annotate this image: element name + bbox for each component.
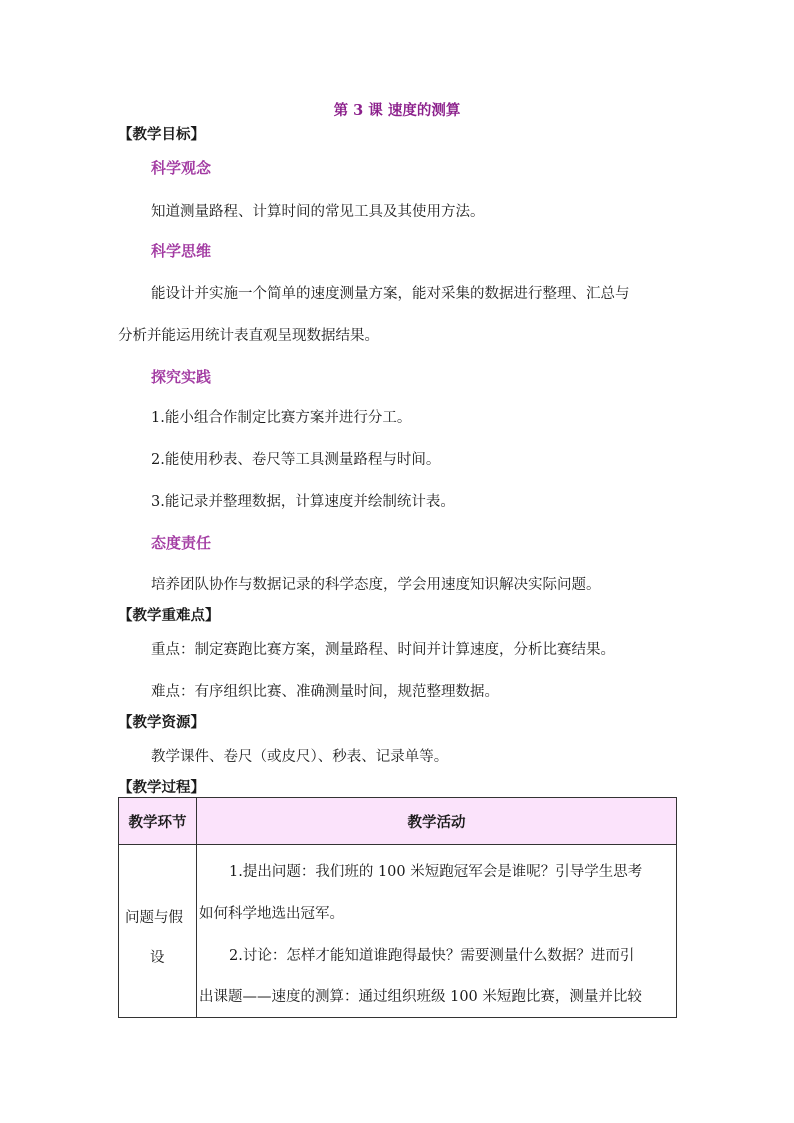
header-activity: 教学活动 <box>197 798 677 845</box>
stage-cell <box>119 845 197 1018</box>
page-title: 第 3 课 速度的测算 <box>333 102 461 119</box>
stage-line-2: 设 <box>150 950 165 966</box>
table-row <box>119 845 677 1018</box>
activity-line-4: 出课题——速度的测算：通过组织班级 100 米短跑比赛，测量并比较 <box>199 989 642 1005</box>
attitude-heading: 态度责任 <box>151 534 212 552</box>
teaching-process-table <box>118 797 677 1018</box>
inquiry-item-3: 3.能记录并整理数据，计算速度并绘制统计表。 <box>151 494 455 510</box>
stage-line-1: 问题与假 <box>125 910 183 926</box>
activity-line-3: 2.讨论：怎样才能知道谁跑得最快？需要测量什么数据？进而引 <box>229 948 635 964</box>
activity-line-1: 1.提出问题：我们班的 100 米短跑冠军会是谁呢？引导学生思考 <box>229 864 643 880</box>
inquiry-item-2: 2.能使用秒表、卷尺等工具测量路程与时间。 <box>151 452 441 468</box>
key-point-text: 重点：制定赛跑比赛方案，测量路程、时间并计算速度，分析比赛结果。 <box>151 642 615 658</box>
science-concept-heading: 科学观念 <box>151 159 212 177</box>
difficult-point-text: 难点：有序组织比赛、准确测量时间，规范整理数据。 <box>151 684 499 700</box>
science-thinking-line1: 能设计并实施一个简单的速度测量方案，能对采集的数据进行整理、汇总与 <box>151 286 630 302</box>
attitude-text: 培养团队协作与数据记录的科学态度，学会用速度知识解决实际问题。 <box>151 577 601 593</box>
objectives-header: 【教学目标】 <box>118 126 205 143</box>
inquiry-practice-heading: 探究实践 <box>151 368 212 386</box>
science-thinking-line2: 分析并能运用统计表直观呈现数据结果。 <box>118 328 379 344</box>
process-header: 【教学过程】 <box>118 779 205 796</box>
table-header-row <box>119 798 677 845</box>
science-thinking-heading: 科学思维 <box>151 242 212 260</box>
header-stage: 教学环节 <box>119 798 197 845</box>
inquiry-item-1: 1.能小组合作制定比赛方案并进行分工。 <box>151 410 412 426</box>
key-points-header: 【教学重难点】 <box>118 607 220 624</box>
activity-line-2: 如何科学地选出冠军。 <box>199 906 344 922</box>
activity-cell <box>197 845 677 1018</box>
resources-text: 教学课件、卷尺（或皮尺）、秒表、记录单等。 <box>151 749 449 765</box>
science-concept-text: 知道测量路程、计算时间的常见工具及其使用方法。 <box>151 204 485 220</box>
resources-header: 【教学资源】 <box>118 714 205 731</box>
